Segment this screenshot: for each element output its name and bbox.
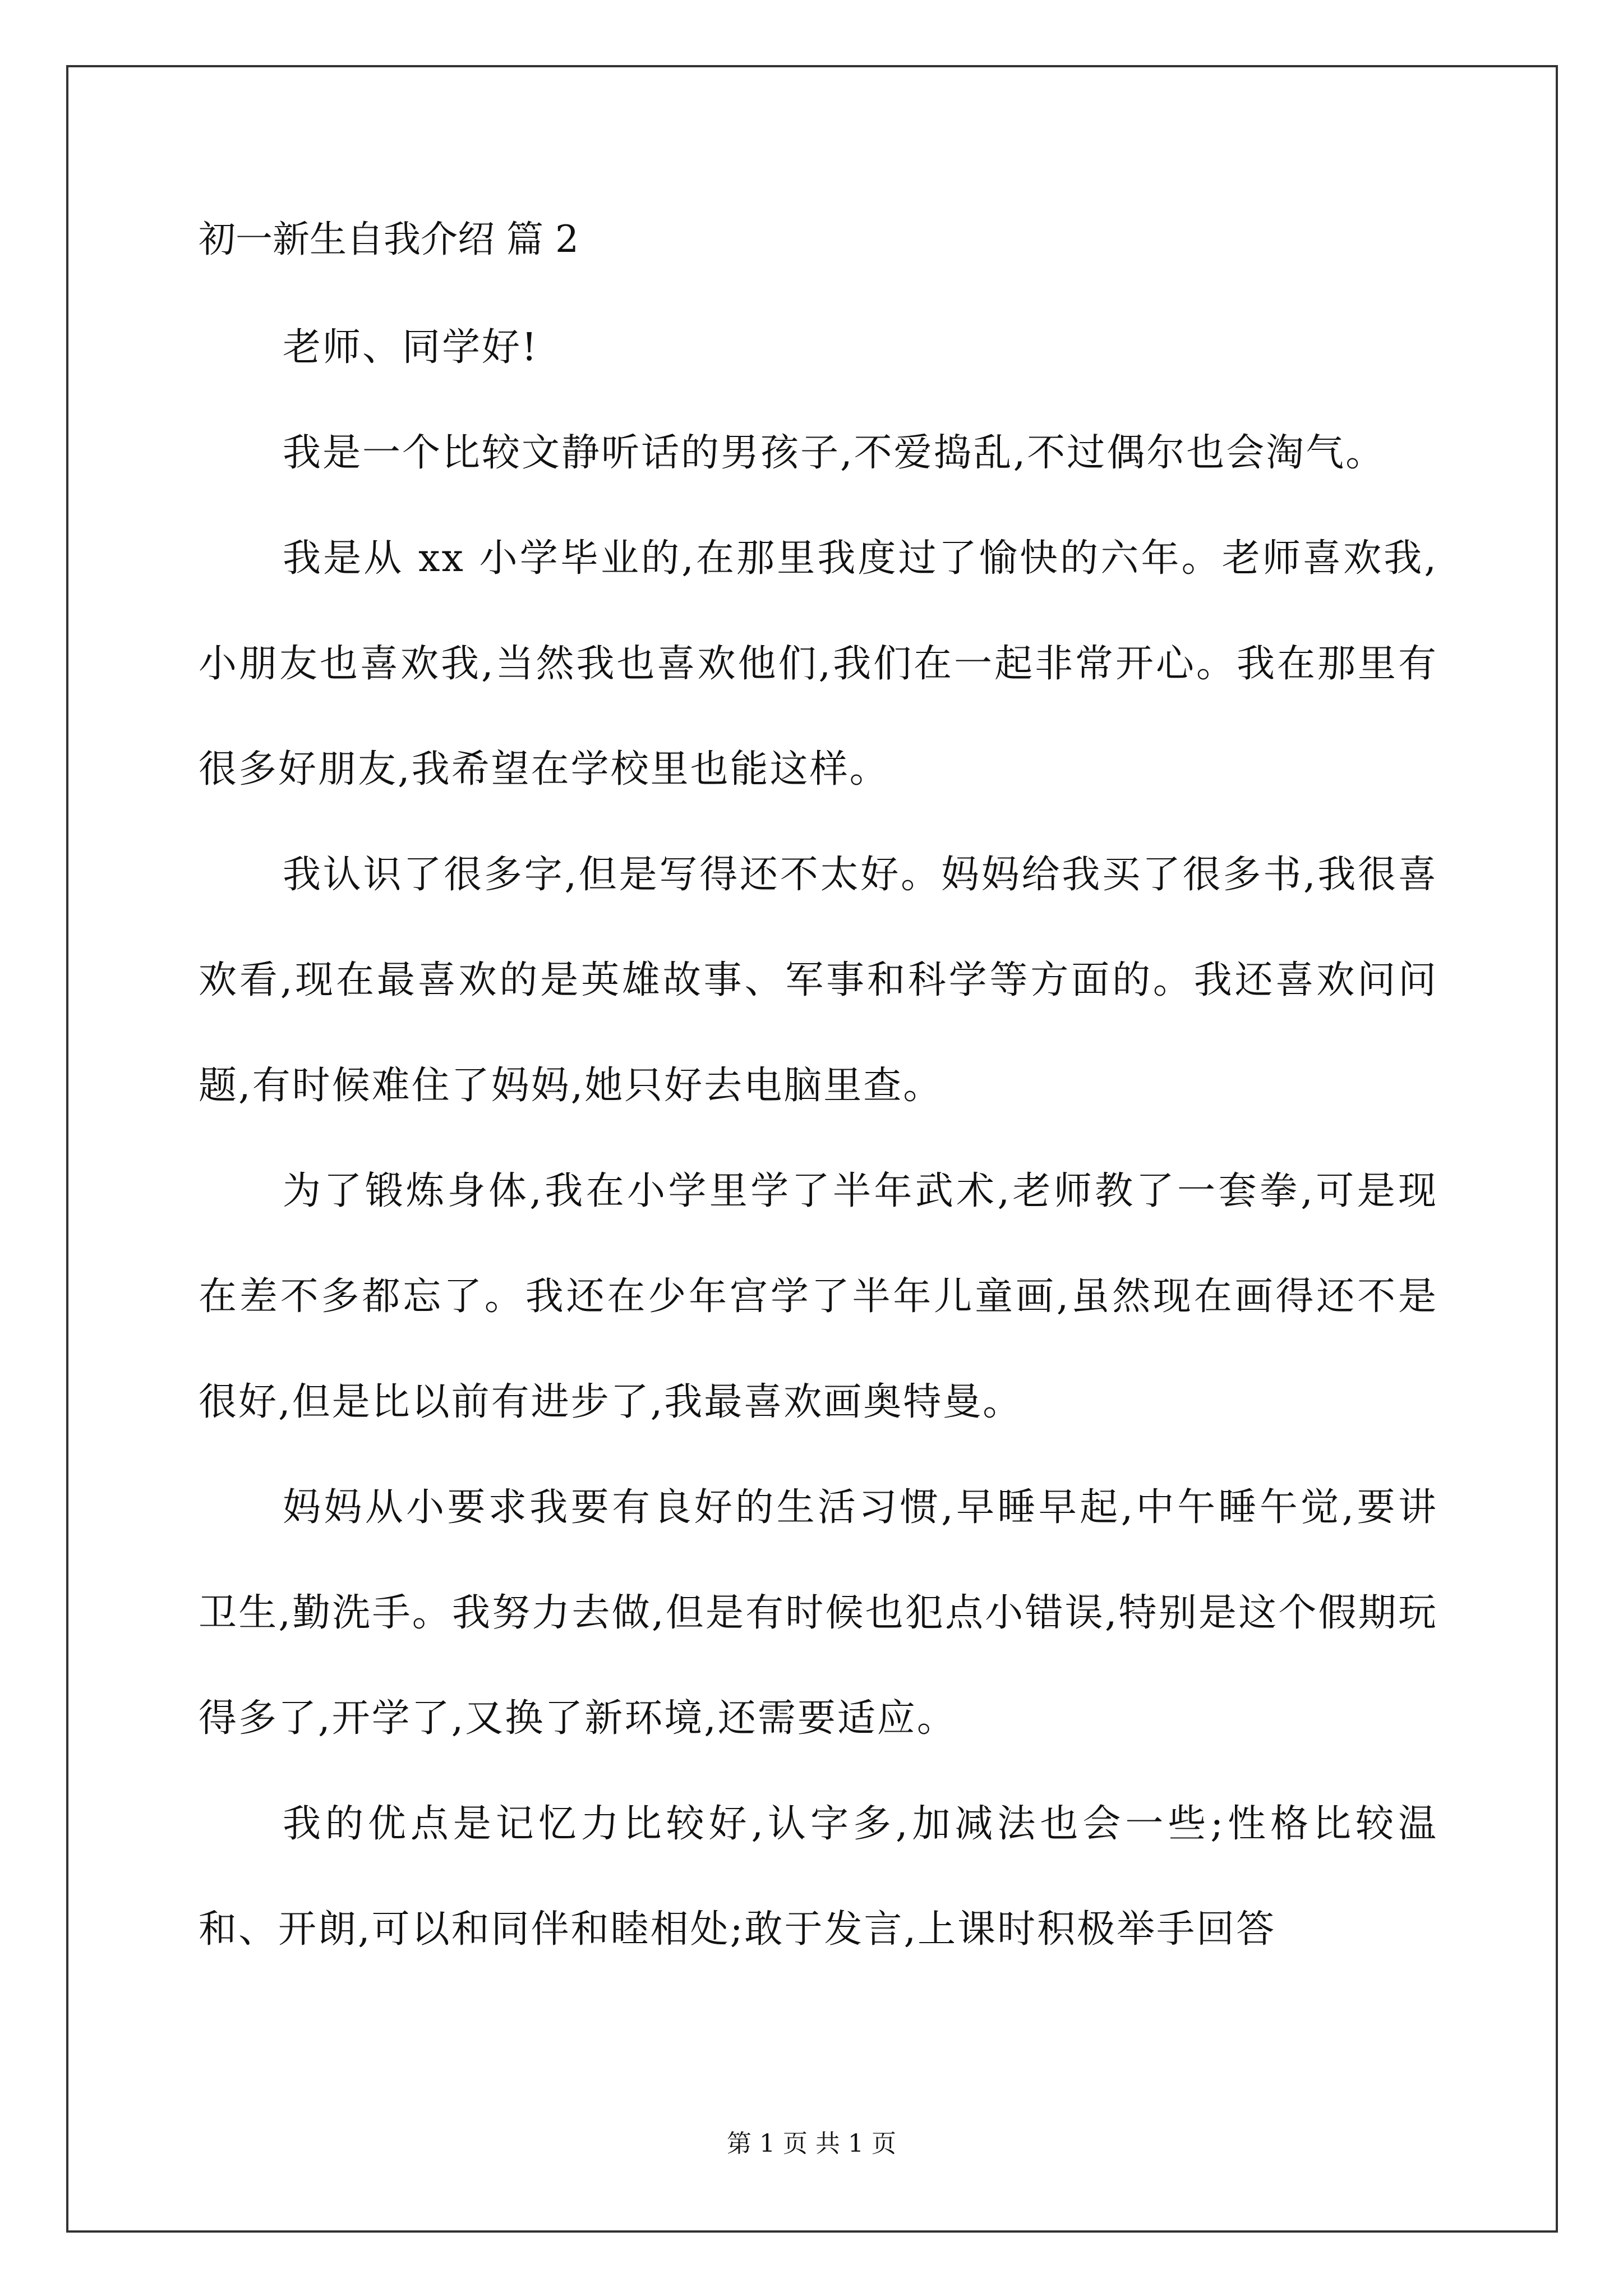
paragraph-greeting: 老师、同学好! — [283, 325, 539, 370]
paragraph: 我认识了很多字,但是写得还不太好。妈妈给我买了很多书,我很喜欢看,现在最喜欢的是英雄故事、军事和科学等方面的。我还喜欢问问题,有时候难住了妈妈,她只好去电脑里查。 — [199, 853, 1438, 1108]
paragraph: 我的优点是记忆力比较好,认字多,加减法也会一些;性格比较温和、开朗,可以和同伴和睦相处;敢于发言,上课时积极举手回答 — [199, 1802, 1438, 1952]
page-number-footer: 第 1 页 共 1 页 — [727, 2129, 896, 2158]
document-body — [199, 213, 1438, 1982]
paragraph: 为了锻炼身体,我在小学里学了半年武术,老师教了一套拳,可是现在差不多都忘了。我还在少年宫学了半年儿童画,虽然现在画得还不是很好,但是比以前有进步了,我最喜欢画奥特曼。 — [199, 1169, 1438, 1424]
paragraph: 妈妈从小要求我要有良好的生活习惯,早睡早起,中午睡午觉,要讲卫生,勤洗手。我努力去做,但是有时候也犯点小错误,特别是这个假期玩得多了,开学了,又换了新环境,还需要适应。 — [199, 1485, 1438, 1741]
paragraph: 我是一个比较文静听话的男孩子,不爱捣乱,不过偶尔也会淘气。 — [283, 431, 1386, 475]
paragraph: 我是从 xx 小学毕业的,在那里我度过了愉快的六年。老师喜欢我,小朋友也喜欢我,当然我也喜欢他们,我们在一起非常开心。我在那里有很多好朋友,我希望在学校里也能这样。 — [199, 536, 1438, 792]
document-title: 初一新生自我介绍 篇 2 — [199, 218, 579, 261]
